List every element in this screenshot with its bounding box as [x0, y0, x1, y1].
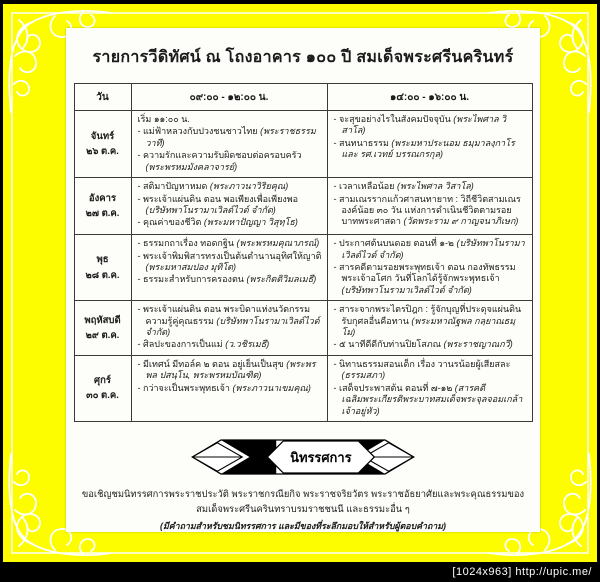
afternoon-slot-cell: - จะสุขอย่างไรในสังคมปัจจุบัน (พระไพศาล วิสาโล) - สนทนาธรรม (พระมหาประนอม ธมฺมาลงฺกาโร และ รศ.เวทย์ บรรณกรกุล)	[327, 111, 532, 178]
morning-slot-cell: - พระเจ้าแผ่นดิน ตอน พระบิดาแห่งนวัตกรรมความรู้คู่คุณธรรม (บริษัทพาโนรามาเวิลด์ไวด์ จำกัด) - ศิลปะของการเป็นแม่ (ว.วชิรเมธี)	[131, 301, 327, 356]
morning-slot-cell: เริ่ม ๑๑:๐๐ น. - แม่ฟ้าหลวงกับปวงชนชาวไทย (พระราชธรรมวาที) - ความรักและความรับผิดชอบต่อครอบครัว (พระพรหมมังคลาจารย์)	[131, 111, 327, 178]
invitation-text	[66, 486, 540, 533]
decorative-yellow-frame	[3, 4, 597, 562]
table-row	[74, 178, 532, 235]
afternoon-slot-cell: - ประกาศต้นบนดอย ตอนที่ ๑-๒ (บริษัทพาโนรามาเวิลด์ไวด์ จำกัด) - สารคดีตามรอยพระพุทธเจ้า ตอน กองทัพธรรมพระเจ้าอโศก วันที่โลกได้รู้จักพระพุทธเจ้า (บริษัทพาโนรามาเวิลด์ไวด์ จำกัด)	[327, 235, 532, 301]
col-header-morning-slot: ๐๙:๐๐ - ๑๒:๐๐ น.	[131, 84, 327, 111]
day-cell: พุธ ๒๘ ต.ค.	[74, 235, 131, 301]
watermark-bar	[0, 562, 600, 582]
schedule-table	[74, 83, 533, 422]
invitation-line1: ขอเชิญชมนิทรรศการพระราชประวัติ พระราชกรณียกิจ พระราชจริยวัตร พระราชอัธยาศัยและพระคุณธรรมของ	[81, 488, 525, 500]
morning-slot-cell: - ธรรมกถาเรื่อง ทอดกฐิน (พระพรหมคุณาภรณ์) - พระเจ้าพิมพิสารทรงเป็นต้นตำนานอุทิศให้ญาติ (พระมหาสมปอง มุทิโต) - ธรรมะสำหรับการครองตน (พระกิตติวิมลเมธี)	[131, 235, 327, 301]
document-paper	[66, 28, 540, 532]
table-header-row	[74, 84, 532, 111]
invitation-note: (มีคำถามสำหรับชมนิทรรศการ และมีของที่ระลึกมอบให้สำหรับผู้ตอบคำถาม)	[160, 521, 446, 532]
table-row	[74, 355, 532, 421]
morning-slot-cell: - มีเทศน์ มีทอล์ค ๒ ตอน อยู่เย็นเป็นสุข (พระพรพล ปสนฺโน, พระพรหมบัณฑิต) - กว่าจะเป็นพระพุทธเจ้า (พระภาวนาเขมคุณ)	[131, 355, 327, 421]
afternoon-slot-cell: - เวลาเหลือน้อย (พระไพศาล วิสาโล) - สามเณรรากแก้วศาสนทายาท : วิถีชีวิตสามเณรองค์น้อย ๓๐ วัน แห่งการดำเนินชีวิตตามรอยบาทพระศาสดา (วัดพระราม ๙ กาญจนาภิเษก)	[327, 178, 532, 235]
col-header-day: วัน	[74, 84, 131, 111]
watermark-text: [1024x963] http://upic.me/	[452, 566, 592, 578]
day-cell: อังคาร ๒๗ ต.ค.	[74, 178, 131, 235]
exhibition-banner	[187, 437, 419, 477]
table-row	[74, 235, 532, 301]
invitation-line2: สมเด็จพระศรีนครินทราบรมราชชนนี และธรรมะอื่น ๆ	[196, 503, 410, 515]
table-row	[74, 111, 532, 178]
afternoon-slot-cell: - สาระจากพระไตรปิฎก : รู้จักบุญที่ประดุจแผ่นดิน รับกุศลอื่นคือทาน (พระมหาณัฐพล กลฺยาณธมฺโม) - ๕ นาทีดีดีกับท่านปิยโสภณ (พระราชญาณกวี)	[327, 301, 532, 356]
col-header-afternoon-slot: ๑๔:๐๐ - ๑๖:๐๐ น.	[327, 84, 532, 111]
ribbon-banner-icon	[187, 437, 419, 477]
afternoon-slot-cell: - นิทานธรรมสอนเด็ก เรื่อง วานรน้อยผู้เสียสละ (ธรรมสภา) - เสด็จประพาสต้น ตอนที่ ๗-๑๒ (สารคดีเฉลิมพระเกียรติพระบาทสมเด็จพระจุลจอมเกล้าเจ้าอยู่หัว)	[327, 355, 532, 421]
day-cell: ศุกร์ ๓๐ ต.ค.	[74, 355, 131, 421]
day-cell: พฤหัสบดี ๒๙ ต.ค.	[74, 301, 131, 356]
exhibition-banner-label: นิทรรศการ	[290, 449, 352, 465]
day-cell: จันทร์ ๒๖ ต.ค.	[74, 111, 131, 178]
page-title: รายการวีดิทัศน์ ณ โถงอาคาร ๑๐๐ ปี สมเด็จพระศรีนครินทร์	[92, 49, 514, 66]
table-row	[74, 301, 532, 356]
morning-slot-cell: - สติมาปัญหาหมด (พระภาวนาวิริยคุณ) - พระเจ้าแผ่นดิน ตอน พอเพียงเพื่อเพียงพอ (บริษัทพาโนรามาเวิลด์ไวด์ จำกัด) - คุณค่าของชีวิต (พระมหาปัญญา วิสุทฺโธ)	[131, 178, 327, 235]
